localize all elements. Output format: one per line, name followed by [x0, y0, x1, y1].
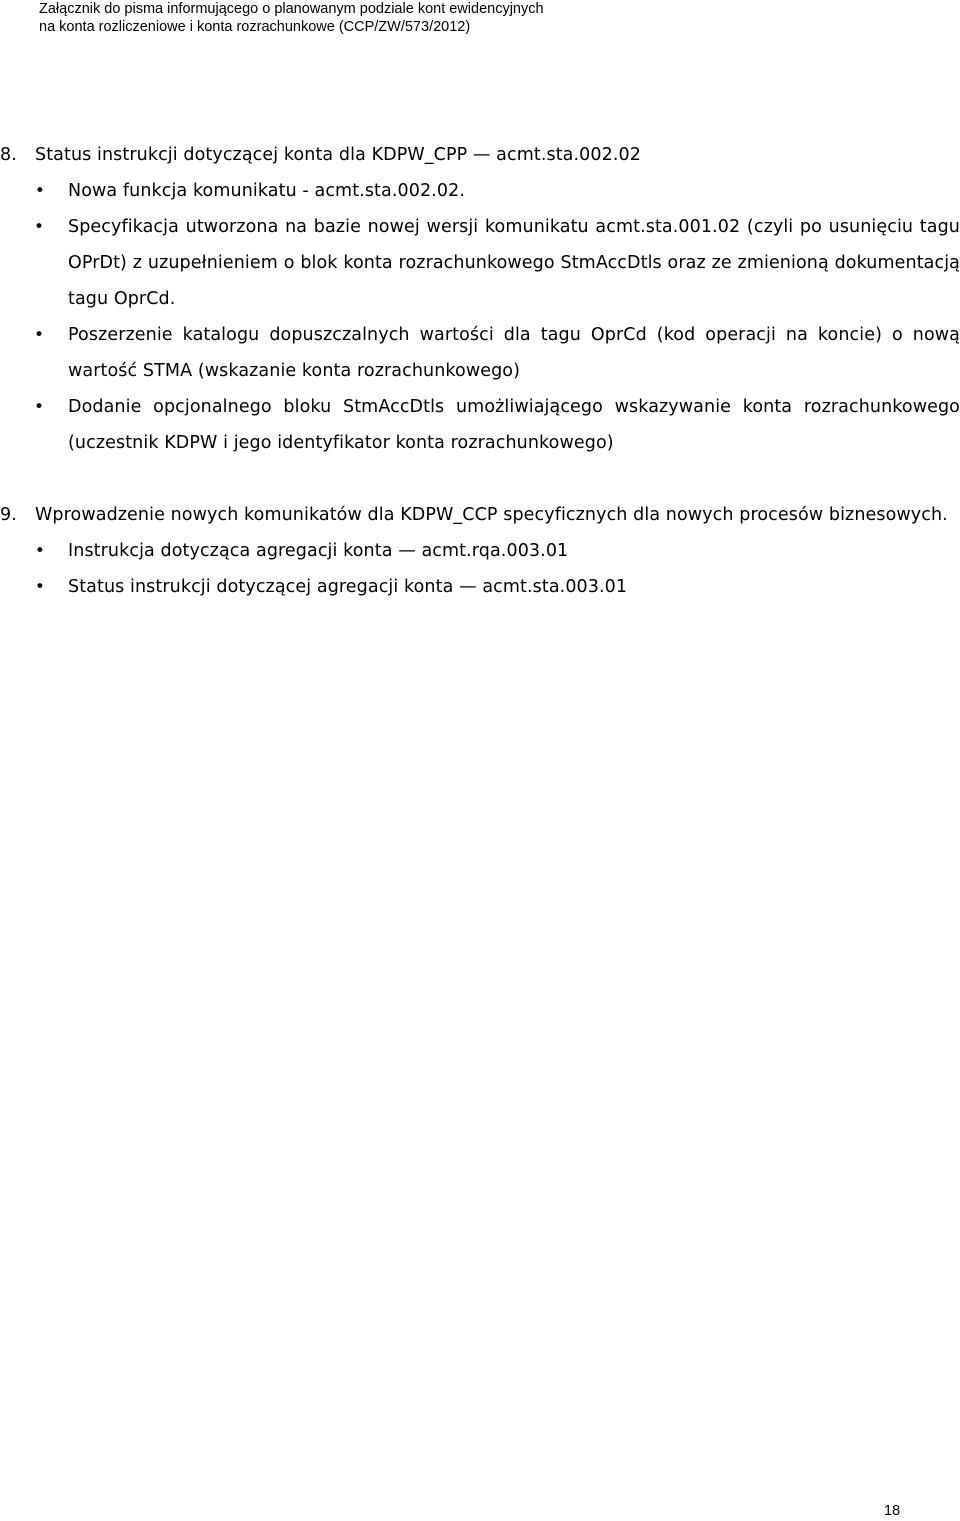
list-item — [0, 173, 960, 209]
document-header — [39, 0, 939, 36]
list-item — [0, 389, 960, 461]
section-8-title: Status instrukcji dotyczącej konta dla KDPW_CPP — acmt.sta.002.02 — [35, 145, 642, 165]
section-8 — [0, 137, 960, 461]
section-9 — [0, 497, 960, 605]
bullet-icon: • — [34, 397, 45, 417]
list-item-text: Instrukcja dotycząca agregacji konta — acmt.rqa.003.01 — [68, 541, 569, 561]
list-item — [0, 317, 960, 389]
section-8-list — [0, 173, 960, 461]
list-item — [0, 533, 960, 569]
list-item-text: Status instrukcji dotyczącej agregacji konta — acmt.sta.003.01 — [68, 577, 628, 597]
list-item-text: Dodanie opcjonalnego bloku StmAccDtls umożliwiającego wskazywanie konta rozrachunkowego (uczestnik KDPW i jego identyfikator konta rozrachunkowego) — [68, 397, 960, 453]
list-item — [0, 569, 960, 605]
section-9-heading — [0, 497, 960, 533]
section-9-title: Wprowadzenie nowych komunikatów dla KDPW_CCP specyficznych dla nowych procesów biznesowych. — [35, 505, 948, 525]
header-line-2: na konta rozliczeniowe i konta rozrachunkowe (CCP/ZW/573/2012) — [39, 19, 471, 35]
list-item-text: Nowa funkcja komunikatu - acmt.sta.002.02. — [68, 181, 465, 201]
bullet-icon: • — [34, 325, 45, 345]
section-9-list — [0, 533, 960, 605]
bullet-icon: • — [34, 217, 45, 237]
page-number: 18 — [884, 1503, 901, 1519]
header-line-1: Załącznik do pisma informującego o planowanym podziale kont ewidencyjnych — [39, 1, 544, 17]
list-item — [0, 209, 960, 317]
bullet-icon: • — [34, 181, 46, 201]
section-9-number: 9. — [0, 505, 17, 525]
bullet-icon: • — [34, 541, 46, 561]
section-8-heading — [0, 137, 960, 173]
section-8-number: 8. — [0, 145, 17, 165]
list-item-text: Specyfikacja utworzona na bazie nowej wersji komunikatu acmt.sta.001.02 (czyli po usunięciu tagu OPrDt) z uzupełnieniem o blok konta rozrachunkowego StmAccDtls oraz ze zmienioną dokumentacją tagu OprCd. — [68, 217, 960, 309]
bullet-icon: • — [34, 577, 46, 597]
list-item-text: Poszerzenie katalogu dopuszczalnych wartości dla tagu OprCd (kod operacji na koncie) o nową wartość STMA (wskazanie konta rozrachunkowego) — [68, 325, 960, 381]
